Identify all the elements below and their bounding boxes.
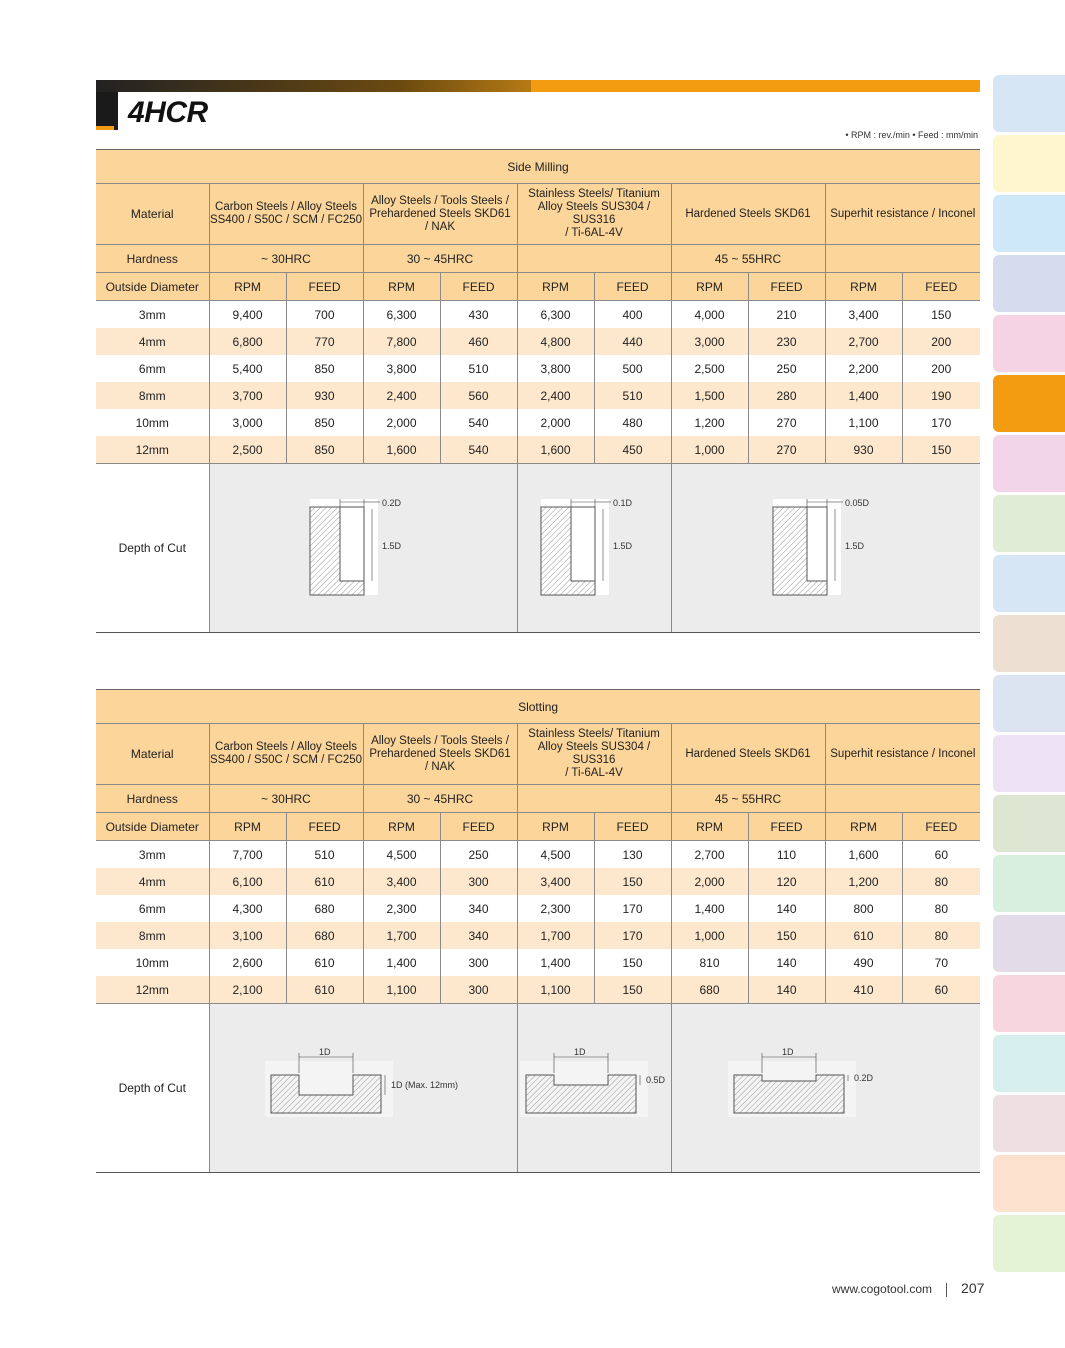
slot-width-label: 1D (319, 1046, 331, 1057)
header-bar-dark (96, 80, 531, 92)
side-tab-13[interactable] (993, 795, 1065, 852)
table-row (96, 409, 980, 436)
rpm-header: RPM (517, 813, 594, 841)
feed-cell: 680 (286, 922, 363, 949)
feed-cell: 610 (286, 949, 363, 976)
side-tab-20[interactable] (993, 1215, 1065, 1272)
side-tab-2[interactable] (993, 135, 1065, 192)
feed-cell: 270 (748, 436, 825, 464)
rpm-cell: 3,400 (825, 301, 902, 329)
feed-cell: 150 (902, 301, 980, 329)
rpm-cell: 6,300 (363, 301, 440, 329)
section-title: Side Milling (96, 150, 980, 184)
units-note: • RPM : rev./min • Feed : mm/min (845, 130, 978, 140)
rpm-cell: 3,800 (363, 355, 440, 382)
feed-cell: 170 (594, 922, 671, 949)
material-label: Material (96, 724, 209, 785)
rpm-cell: 1,700 (517, 922, 594, 949)
rpm-cell: 610 (825, 922, 902, 949)
feed-cell: 400 (594, 301, 671, 329)
feed-cell: 80 (902, 922, 980, 949)
slot-depth-label: 1D (Max. 12mm) (391, 1079, 459, 1090)
table-row (96, 301, 980, 329)
feed-cell: 500 (594, 355, 671, 382)
feed-cell: 250 (748, 355, 825, 382)
depth-of-cut-cell (209, 464, 517, 633)
feed-cell: 110 (748, 841, 825, 869)
feed-cell: 510 (440, 355, 517, 382)
rpm-header: RPM (363, 813, 440, 841)
feed-cell: 680 (286, 895, 363, 922)
depth-of-cut-cell (209, 1004, 517, 1173)
side-tab-1[interactable] (993, 75, 1065, 132)
feed-cell: 340 (440, 895, 517, 922)
material-header: Stainless Steels/ Titanium Alloy Steels SUS304 / SUS316 / Ti-6AL-4V (517, 724, 671, 785)
rpm-header: RPM (209, 273, 286, 301)
feed-header: FEED (440, 273, 517, 301)
rpm-cell: 680 (671, 976, 748, 1004)
feed-header: FEED (748, 273, 825, 301)
feed-cell: 560 (440, 382, 517, 409)
depth-top-label: 0.2D (382, 497, 402, 508)
page-number: 207 (961, 1280, 985, 1296)
diameter-cell: 4mm (96, 328, 209, 355)
feed-header: FEED (902, 813, 980, 841)
table-row (96, 922, 980, 949)
rpm-cell: 2,100 (209, 976, 286, 1004)
diameter-cell: 6mm (138, 361, 166, 376)
feed-header: FEED (594, 813, 671, 841)
feed-cell: 850 (286, 355, 363, 382)
rpm-cell: 1,100 (363, 976, 440, 1004)
feed-cell: 190 (902, 382, 980, 409)
feed-cell: 610 (286, 976, 363, 1004)
depth-side-label: 1.5D (844, 540, 864, 551)
depth-of-cut-label: Depth of Cut (96, 464, 209, 633)
title-block (96, 92, 118, 130)
depth-top-label: 0.05D (844, 497, 869, 508)
feed-cell: 140 (748, 976, 825, 1004)
feed-cell: 280 (748, 382, 825, 409)
side-tab-18[interactable] (993, 1095, 1065, 1152)
side-tab-8[interactable] (993, 495, 1065, 552)
rpm-cell: 7,800 (363, 328, 440, 355)
rpm-cell: 4,800 (517, 328, 594, 355)
hardness-value (825, 785, 980, 813)
diameter-cell: 10mm (135, 955, 169, 970)
hardness-label: Hardness (96, 785, 209, 813)
rpm-cell: 410 (825, 976, 902, 1004)
diameter-cell: 12mm (96, 976, 209, 1004)
feed-cell: 200 (902, 328, 980, 355)
feed-cell: 170 (594, 895, 671, 922)
slot-width-label: 1D (781, 1046, 794, 1057)
depth-of-cut-label: Depth of Cut (96, 1004, 209, 1173)
rpm-cell: 1,400 (517, 949, 594, 976)
hardness-value: ~ 30HRC (209, 785, 363, 813)
rpm-cell: 2,000 (363, 409, 440, 436)
hardness-label: Hardness (96, 245, 209, 273)
rpm-cell: 810 (671, 949, 748, 976)
feed-header: FEED (902, 273, 980, 301)
rpm-cell: 800 (825, 895, 902, 922)
rpm-cell: 1,600 (517, 436, 594, 464)
rpm-cell: 1,200 (671, 409, 748, 436)
outside-diameter-label: Outside Diameter (96, 273, 209, 301)
rpm-cell: 1,400 (363, 949, 440, 976)
depth-of-cut-cell (517, 1004, 671, 1173)
feed-cell: 150 (594, 868, 671, 895)
rpm-cell: 1,100 (517, 976, 594, 1004)
slot-diagram (263, 1047, 463, 1127)
rpm-cell: 1,600 (363, 436, 440, 464)
rpm-header: RPM (363, 273, 440, 301)
rpm-cell: 4,500 (517, 841, 594, 869)
rpm-cell: 6,800 (209, 328, 286, 355)
rpm-cell: 490 (825, 949, 902, 976)
feed-header: FEED (286, 813, 363, 841)
table-row (96, 355, 980, 382)
depth-of-cut-cell (671, 464, 980, 633)
slot-depth-label: 0.5D (645, 1074, 665, 1085)
feed-cell: 450 (594, 436, 671, 464)
footer-url[interactable]: www.cogotool.com (832, 1282, 933, 1296)
rpm-cell: 2,700 (825, 328, 902, 355)
hardness-value: 30 ~ 45HRC (363, 785, 517, 813)
side-tab-3[interactable] (993, 195, 1065, 252)
rpm-cell: 1,400 (825, 382, 902, 409)
rpm-cell: 2,300 (517, 895, 594, 922)
side-tab-15[interactable] (993, 915, 1065, 972)
rpm-header: RPM (825, 813, 902, 841)
diameter-cell: 8mm (96, 382, 209, 409)
side-tab-12[interactable] (993, 735, 1065, 792)
feed-cell: 230 (748, 328, 825, 355)
material-header: Carbon Steels / Alloy Steels SS400 / S50C / SCM / FC250 (209, 184, 363, 245)
feed-cell: 850 (286, 436, 363, 464)
slot-diagram (726, 1047, 926, 1127)
table-row (96, 976, 980, 1004)
feed-cell: 120 (748, 868, 825, 895)
feed-cell: 460 (440, 328, 517, 355)
rpm-cell: 7,700 (209, 841, 286, 869)
rpm-cell: 5,400 (209, 355, 286, 382)
feed-cell: 270 (748, 409, 825, 436)
material-header: Alloy Steels / Tools Steels / Prehardened Steels SKD61 / NAK (363, 184, 517, 245)
feed-cell: 60 (902, 841, 980, 869)
feed-cell: 850 (286, 409, 363, 436)
depth-of-cut-cell (517, 464, 671, 633)
hardness-value: 45 ~ 55HRC (671, 785, 825, 813)
feed-cell: 150 (748, 922, 825, 949)
feed-header: FEED (594, 273, 671, 301)
feed-header: FEED (748, 813, 825, 841)
feed-cell: 700 (286, 301, 363, 329)
depth-side-label: 1.5D (613, 540, 633, 551)
page-title: 4HCR (128, 96, 208, 129)
feed-cell: 540 (440, 409, 517, 436)
rpm-header: RPM (671, 813, 748, 841)
side-tab-9[interactable] (993, 555, 1065, 612)
rpm-cell: 1,400 (671, 895, 748, 922)
rpm-cell: 1,700 (363, 922, 440, 949)
rpm-cell: 3,800 (517, 355, 594, 382)
feed-cell: 440 (594, 328, 671, 355)
side-tabs (993, 75, 1065, 1275)
material-header: Superhit resistance / Inconel (825, 184, 980, 245)
rpm-cell: 930 (825, 436, 902, 464)
feed-cell: 540 (440, 436, 517, 464)
section-title: Slotting (96, 690, 980, 724)
feed-cell: 480 (594, 409, 671, 436)
table-row (96, 382, 980, 409)
rpm-cell: 2,600 (209, 949, 286, 976)
rpm-cell: 1,500 (671, 382, 748, 409)
table-row (96, 868, 980, 895)
rpm-cell: 9,400 (209, 301, 286, 329)
rpm-cell: 3,000 (209, 409, 286, 436)
side-tab-6[interactable] (993, 375, 1065, 432)
feed-cell: 300 (440, 976, 517, 1004)
rpm-cell: 2,500 (671, 355, 748, 382)
feed-cell: 70 (902, 949, 980, 976)
table-row (96, 949, 980, 976)
rpm-cell: 3,700 (209, 382, 286, 409)
depth-top-label: 0.1D (613, 497, 633, 508)
rpm-cell: 1,000 (671, 436, 748, 464)
outside-diameter-label: Outside Diameter (96, 813, 209, 841)
feed-cell: 770 (286, 328, 363, 355)
diameter-cell: 10mm (135, 415, 169, 430)
material-label: Material (96, 184, 209, 245)
feed-cell: 150 (594, 976, 671, 1004)
feed-cell: 140 (748, 949, 825, 976)
rpm-cell: 3,400 (363, 868, 440, 895)
feed-cell: 610 (286, 868, 363, 895)
rpm-cell: 1,100 (825, 409, 902, 436)
hardness-value (517, 785, 671, 813)
material-header: Carbon Steels / Alloy Steels SS400 / S50C / SCM / FC250 (209, 724, 363, 785)
hardness-value: ~ 30HRC (209, 245, 363, 273)
rpm-header: RPM (209, 813, 286, 841)
feed-header: FEED (286, 273, 363, 301)
feed-cell: 930 (286, 382, 363, 409)
rpm-header: RPM (825, 273, 902, 301)
feed-cell: 130 (594, 841, 671, 869)
table-row (96, 328, 980, 355)
rpm-cell: 6,100 (209, 868, 286, 895)
side-tab-11[interactable] (993, 675, 1065, 732)
rpm-cell: 4,500 (363, 841, 440, 869)
diameter-cell: 12mm (96, 436, 209, 464)
rpm-cell: 3,000 (671, 328, 748, 355)
feed-cell: 150 (902, 436, 980, 464)
side-tab-4[interactable] (993, 255, 1065, 312)
feed-cell: 300 (440, 949, 517, 976)
rpm-header: RPM (517, 273, 594, 301)
diameter-cell: 3mm (138, 847, 166, 862)
feed-cell: 80 (902, 868, 980, 895)
rpm-cell: 1,000 (671, 922, 748, 949)
diameter-cell: 3mm (138, 307, 166, 322)
rpm-cell: 1,200 (825, 868, 902, 895)
rpm-cell: 2,000 (517, 409, 594, 436)
diameter-cell: 6mm (138, 901, 166, 916)
rpm-cell: 2,200 (825, 355, 902, 382)
slot-diagram (518, 1047, 718, 1127)
feed-cell: 200 (902, 355, 980, 382)
slot-depth-label: 0.2D (853, 1072, 873, 1083)
footer (832, 1280, 984, 1297)
hardness-value: 45 ~ 55HRC (671, 245, 825, 273)
side-tab-7[interactable] (993, 435, 1065, 492)
slotting-table (96, 689, 980, 1173)
rpm-cell: 3,100 (209, 922, 286, 949)
feed-cell: 250 (440, 841, 517, 869)
side-tab-17[interactable] (993, 1035, 1065, 1092)
depth-side-label: 1.5D (382, 540, 402, 551)
feed-cell: 140 (748, 895, 825, 922)
rpm-cell: 2,300 (363, 895, 440, 922)
rpm-cell: 2,400 (517, 382, 594, 409)
diameter-cell: 4mm (96, 868, 209, 895)
depth-of-cut-diagram (539, 497, 649, 597)
feed-header: FEED (440, 813, 517, 841)
feed-cell: 210 (748, 301, 825, 329)
feed-cell: 60 (902, 976, 980, 1004)
rpm-cell: 2,500 (209, 436, 286, 464)
rpm-cell: 1,600 (825, 841, 902, 869)
feed-cell: 300 (440, 868, 517, 895)
hardness-value (517, 245, 671, 273)
side-milling-table (96, 149, 980, 633)
feed-cell: 510 (286, 841, 363, 869)
rpm-header: RPM (671, 273, 748, 301)
table-row (96, 436, 980, 464)
depth-of-cut-diagram (308, 497, 418, 597)
depth-of-cut-diagram (771, 497, 881, 597)
side-tab-10[interactable] (993, 615, 1065, 672)
material-header: Alloy Steels / Tools Steels / Prehardened Steels SKD61 / NAK (363, 724, 517, 785)
hardness-value: 30 ~ 45HRC (363, 245, 517, 273)
rpm-cell: 4,000 (671, 301, 748, 329)
table-row (96, 841, 980, 869)
diameter-cell: 8mm (96, 922, 209, 949)
material-header: Hardened Steels SKD61 (671, 184, 825, 245)
feed-cell: 170 (902, 409, 980, 436)
rpm-cell: 4,300 (209, 895, 286, 922)
feed-cell: 510 (594, 382, 671, 409)
material-header: Superhit resistance / Inconel (825, 724, 980, 785)
feed-cell: 80 (902, 895, 980, 922)
material-header: Hardened Steels SKD61 (671, 724, 825, 785)
side-tab-19[interactable] (993, 1155, 1065, 1212)
hardness-value (825, 245, 980, 273)
rpm-cell: 6,300 (517, 301, 594, 329)
rpm-cell: 2,400 (363, 382, 440, 409)
rpm-cell: 3,400 (517, 868, 594, 895)
side-tab-16[interactable] (993, 975, 1065, 1032)
rpm-cell: 2,000 (671, 868, 748, 895)
table-row (96, 895, 980, 922)
feed-cell: 340 (440, 922, 517, 949)
rpm-cell: 2,700 (671, 841, 748, 869)
material-header: Stainless Steels/ Titanium Alloy Steels SUS304 / SUS316 / Ti-6AL-4V (517, 184, 671, 245)
feed-cell: 150 (594, 949, 671, 976)
title-accent (96, 126, 114, 130)
side-tab-14[interactable] (993, 855, 1065, 912)
side-tab-5[interactable] (993, 315, 1065, 372)
feed-cell: 430 (440, 301, 517, 329)
slot-width-label: 1D (573, 1046, 586, 1057)
